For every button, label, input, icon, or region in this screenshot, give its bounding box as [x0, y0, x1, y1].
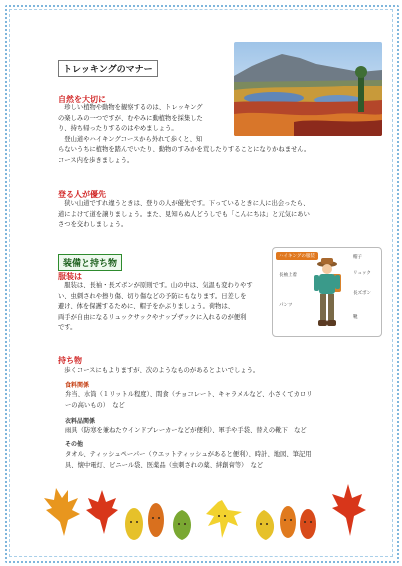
other-label: その他	[65, 441, 84, 448]
clothing-heading: 服装は	[58, 272, 82, 281]
food-label: 食料関係	[65, 382, 90, 389]
leaf-maple-right	[332, 484, 366, 536]
leaf-maple-left	[44, 488, 80, 536]
nature-heading: 自然を大切に	[58, 95, 106, 104]
items-heading: 持ち物	[58, 356, 82, 365]
leaf-yellow-1	[125, 508, 143, 540]
yield-text: 狭い山道ですれ違うときは、登りの人が優先です。下っているときに人に出会ったら、 道によけて道を譲りましょう。また、見知らぬ人どうしでも「こんにちは」と元気にあい さつを交わしましょう。	[58, 200, 310, 228]
leaf-orange-1	[148, 503, 164, 537]
leaf-yellow-2	[256, 510, 274, 540]
nature-text: 珍しい植物や動物を観察するのは、トレッキング の楽しみの一つですが、むやみに動植物を採集した り、持ち帰ったりするのはやめましょう。 登山道やハイキングコースから外れて歩くと、知 らないうちに植物を踏んでいたり、動物のすみかを荒したりすることになりかねません。 コース内を歩きましょう。	[58, 104, 311, 164]
equip-title: 装備と持ち物	[58, 254, 122, 271]
food-text: 弁当、水筒（１リットル程度）、間食（チョコレート、キャラメルなど、小さくてカロリ ーの高いもの） など	[65, 391, 313, 409]
label-long-pants: 長ズボン	[353, 291, 371, 296]
illustration-title: ハイキングの服装	[276, 252, 318, 260]
autumn-leaves-decoration	[38, 480, 368, 552]
clothes-label: 衣料品関係	[65, 418, 96, 425]
manners-title: トレッキングのマナー	[58, 60, 158, 77]
hiker-illustration	[272, 247, 382, 337]
leaf-orange-2	[280, 506, 296, 538]
label-pants: パンツ	[279, 303, 293, 308]
items-intro: 歩くコースにもよりますが、次のようなものがあるとよいでしょう。	[58, 367, 260, 374]
label-hat: 帽子	[353, 255, 362, 260]
other-text: タオル、ティッシュペーパー（ウエットティッシュがあると便利）、時計、地図、筆記用 具、懐中電灯、ビニール袋、医薬品（虫刺されの薬、絆創膏等） など	[65, 451, 312, 469]
leaf-ginkgo-center	[206, 500, 242, 538]
hiker-figure	[307, 256, 347, 334]
leaf-red-1	[86, 490, 118, 534]
label-jacket: 長袖上着	[279, 273, 297, 278]
leaf-green-1	[173, 510, 191, 540]
label-backpack: リュック	[353, 271, 371, 276]
clothing-text: 服装は、長袖・長ズボンが原則です。山の中は、気温も変わりやす い、虫刺されや擦り傷、切り傷などの予防にもなります。日差しを 避け、体を保護するために、帽子をかぶりましょう。荷物は、 両手が自由になるリュックサックやナップザックに入れるのが便利 です。	[58, 282, 253, 331]
label-shoes: 靴	[353, 315, 358, 320]
leaf-red-2	[300, 509, 316, 539]
yield-heading: 登る人が優先	[58, 190, 106, 199]
clothes-text: 雨具（防寒を兼ねたウインドブレーカーなどが便利）、軍手や手袋、替えの靴下 など	[65, 427, 307, 434]
